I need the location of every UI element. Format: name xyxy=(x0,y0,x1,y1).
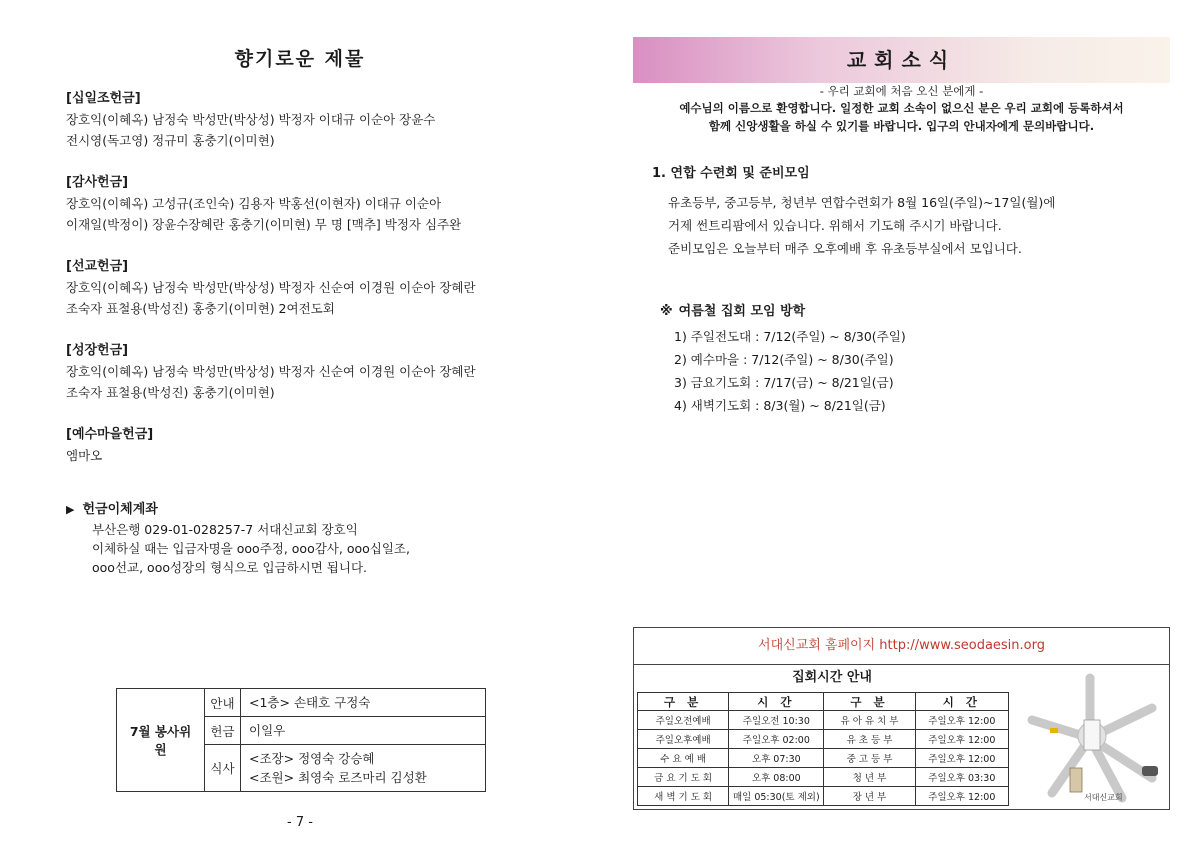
list-item: 1) 주일전도대 : 7/12(주일) ~ 8/30(주일) xyxy=(674,329,906,344)
welcome-text: 함께 신앙생활을 하실 수 있기를 바랍니다. 입구의 안내자에게 문의바랍니다. xyxy=(708,119,1095,133)
summer-break-notice xyxy=(660,301,1180,417)
retreat-text: 준비모임은 오늘부터 매주 오후예배 후 유초등부실에서 모입니다. xyxy=(668,241,1022,256)
map-building xyxy=(1084,720,1100,750)
homepage-info-box xyxy=(633,627,1170,810)
page-number: - 7 - xyxy=(287,815,313,830)
offering-donors: 장호익(이혜옥) 남정숙 박성만(박상성) 박정자 신순여 이경원 이순아 장혜란 xyxy=(66,364,476,379)
department-name: 청 년 부 xyxy=(824,768,915,787)
summer-break-list xyxy=(660,325,1180,417)
table-header-row xyxy=(638,693,1009,711)
department-name: 중 고 등 부 xyxy=(824,749,915,768)
table-row xyxy=(638,711,1009,730)
column-header: 시 간 xyxy=(915,693,1008,711)
service-name: 주일오전예배 xyxy=(638,711,729,730)
retreat-text: 거제 썬트리팜에서 있습니다. 위해서 기도해 주시기 바랍니다. xyxy=(668,218,1002,233)
department-name: 유 아 유 치 부 xyxy=(824,711,915,730)
department-time: 주일오후 12:00 xyxy=(915,787,1008,806)
map-church-label: 서대신교회 xyxy=(1084,793,1123,802)
service-time: 오후 07:30 xyxy=(729,749,824,768)
right-page xyxy=(600,0,1200,848)
volunteer-role: 안내 xyxy=(205,689,241,717)
volunteer-table xyxy=(116,688,486,792)
department-time: 주일오후 12:00 xyxy=(915,749,1008,768)
homepage-link[interactable]: 서대신교회 홈페이지 http://www.seodaesin.org xyxy=(634,628,1169,665)
service-name: 주일오후예배 xyxy=(638,730,729,749)
offering-heading: [십일조헌금] xyxy=(66,91,141,106)
triangle-bullet-icon: ▶ xyxy=(66,503,75,516)
offering-section xyxy=(66,256,546,319)
welcome-message xyxy=(633,84,1170,135)
column-header: 구 분 xyxy=(638,693,729,711)
volunteer-names: 이일우 xyxy=(241,717,486,745)
offerings-title: 향기로운 제물 xyxy=(234,48,366,70)
service-time: 주일오전 10:30 xyxy=(729,711,824,730)
department-time: 주일오후 12:00 xyxy=(915,730,1008,749)
church-building-icon xyxy=(1070,768,1082,792)
offering-donors: 장호익(이혜옥) 남정숙 박성만(박상성) 박정자 이대규 이순아 장윤수 xyxy=(66,112,436,127)
transfer-instruction: ooo선교, ooo성장의 형식으로 입금하시면 됩니다. xyxy=(92,560,368,575)
welcome-subtitle: - 우리 교회에 처음 오신 분에게 - xyxy=(819,84,984,98)
volunteer-names: <1층> 손태호 구정숙 xyxy=(241,689,486,717)
offering-section xyxy=(66,88,546,151)
summer-break-heading xyxy=(660,301,1180,323)
service-name: 수 요 예 배 xyxy=(638,749,729,768)
volunteer-names: <조장> 정영숙 강승혜 xyxy=(249,751,375,766)
list-item: 3) 금요기도회 : 7/17(금) ~ 8/21일(금) xyxy=(674,375,894,390)
table-row xyxy=(117,689,486,717)
table-row xyxy=(638,787,1009,806)
department-time: 주일오후 12:00 xyxy=(915,711,1008,730)
retreat-text: 유초등부, 중고등부, 청년부 연합수련회가 8월 16일(주일)~17일(월)에 xyxy=(668,195,1056,210)
retreat-heading: 1. 연합 수련회 및 준비모임 xyxy=(652,166,810,181)
summer-break-title: 여름철 집회 모임 방학 xyxy=(678,304,806,319)
offering-donors: 엠마오 xyxy=(66,448,103,463)
service-name: 금 요 기 도 회 xyxy=(638,768,729,787)
department-name: 장 년 부 xyxy=(824,787,915,806)
welcome-text: 예수님의 이름으로 환영합니다. 일정한 교회 소속이 없으신 분은 우리 교회에 등록하셔서 xyxy=(679,101,1124,115)
column-header: 시 간 xyxy=(729,693,824,711)
table-row xyxy=(638,749,1009,768)
offering-section xyxy=(66,340,546,403)
service-schedule-table xyxy=(637,692,1009,806)
schedule-title: 집회시간 안내 xyxy=(792,670,872,685)
offering-heading: [성장헌금] xyxy=(66,343,129,358)
table-row xyxy=(638,730,1009,749)
retreat-notice xyxy=(652,163,1172,260)
bank-transfer-title: 헌금이체계좌 xyxy=(82,502,158,517)
offerings-list xyxy=(66,88,546,487)
offering-section xyxy=(66,172,546,235)
offering-donors: 조숙자 표철용(박성진) 홍충기(이미현) 2여전도회 xyxy=(66,301,335,316)
bank-transfer-info xyxy=(66,500,546,577)
volunteer-names: <조원> 최영숙 로즈마리 김성환 xyxy=(249,770,427,785)
offering-donors: 장호익(이혜옥) 고성규(조인숙) 김용자 박홍선(이현자) 이대규 이순아 xyxy=(66,196,442,211)
offering-donors: 전시영(독고영) 정규미 홍충기(이미현) xyxy=(66,133,275,148)
volunteer-names-cell xyxy=(241,745,486,792)
list-item: 2) 예수마을 : 7/12(주일) ~ 8/30(주일) xyxy=(674,352,894,367)
offering-donors: 조숙자 표철용(박성진) 홍충기(이미현) xyxy=(66,385,275,400)
column-header: 구 분 xyxy=(824,693,915,711)
bank-account-number: 부산은행 029-01-028257-7 서대신교회 장호익 xyxy=(92,522,358,537)
reference-mark-icon: ※ xyxy=(660,304,673,319)
department-name: 유 초 등 부 xyxy=(824,730,915,749)
offering-heading: [선교헌금] xyxy=(66,259,129,274)
church-news-banner: 교회소식 xyxy=(633,37,1170,83)
service-time: 주일오후 02:00 xyxy=(729,730,824,749)
location-map xyxy=(1012,668,1168,808)
retreat-body xyxy=(652,191,1172,260)
map-landmark xyxy=(1142,766,1158,776)
offering-heading: [감사헌금] xyxy=(66,175,129,190)
table-row xyxy=(638,768,1009,787)
map-sign xyxy=(1050,728,1058,733)
volunteer-header: 7월 봉사위원 xyxy=(117,689,205,792)
offering-donors: 장호익(이혜옥) 남정숙 박성만(박상성) 박정자 신순여 이경원 이순아 장혜란 xyxy=(66,280,476,295)
offering-heading: [예수마을헌금] xyxy=(66,427,154,442)
bank-transfer-body xyxy=(66,520,546,577)
offering-donors: 이재일(박정이) 장윤수장혜란 홍충기(이미현) 무 명 [맥추] 박정자 심주완 xyxy=(66,217,462,232)
service-name: 새 벽 기 도 회 xyxy=(638,787,729,806)
transfer-instruction: 이체하실 때는 입금자명을 ooo주정, ooo감사, ooo십일조, xyxy=(92,541,410,556)
service-time: 매일 05:30(토 제외) xyxy=(729,787,824,806)
volunteer-role: 식사 xyxy=(205,745,241,792)
department-time: 주일오후 03:30 xyxy=(915,768,1008,787)
volunteer-role: 헌금 xyxy=(205,717,241,745)
list-item: 4) 새벽기도회 : 8/3(월) ~ 8/21일(금) xyxy=(674,398,886,413)
offering-section xyxy=(66,424,546,466)
bank-transfer-heading xyxy=(66,500,546,520)
service-time: 오후 08:00 xyxy=(729,768,824,787)
